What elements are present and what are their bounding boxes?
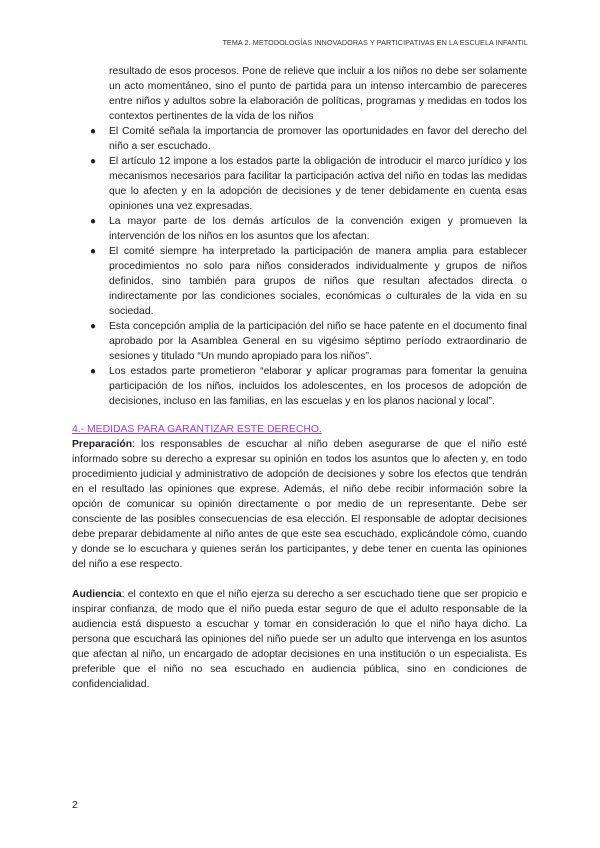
preparacion-text: : los responsables de escuchar al niño deben asegurarse de que el niño esté informado sobre su derecho a expresar su opinión en todos los asuntos que lo afecten y, en todo procedimiento judicial y administrativo de adopción de decisiones y sobre los efectos que tendrán en el resultado las opiniones que exprese. Además, el niño debe recibir información sobre la opción de comunicar su opinión directamente o por medio de un representante. Debe ser consciente de las posibles consecuencias de esa elección. El responsable de adoptar decisiones debe preparar debidamente al niño antes de que este sea escuchado, explicándole cómo, cuando y donde se lo escuchara y quienes serán los participantes, y debe tener en cuenta las opiniones del niño a ese respecto. <box>72 439 527 570</box>
page-content <box>72 64 527 692</box>
audiencia-paragraph <box>72 587 527 692</box>
list-item <box>72 214 527 244</box>
bullet-icon: ● <box>90 366 97 377</box>
page-header: TEMA 2. METODOLOGÍAS INNOVADORAS Y PARTICIPATIVAS EN LA ESCUELA INFANTIL <box>222 38 528 47</box>
bullet-icon: ● <box>90 126 97 137</box>
list-item-text: La mayor parte de los demás artículos de la convención exigen y promueven la intervención de los niños en los asuntos que los afectan. <box>109 216 527 242</box>
bullet-list <box>72 124 527 409</box>
preparacion-label: Preparación <box>72 439 133 450</box>
list-item-text: El Comité señala la importancia de promover las oportunidades en favor del derecho del niño a ser escuchado. <box>109 126 527 152</box>
list-item <box>72 124 527 154</box>
audiencia-label: Audiencia <box>72 589 122 600</box>
section-heading-link[interactable]: 4.- MEDIDAS PARA GARANTIZAR ESTE DERECHO. <box>72 424 322 435</box>
continuation-paragraph: resultado de esos procesos. Pone de relieve que incluir a los niños no debe ser solamente un acto momentáneo, sino el punto de partida para un intenso intercambio de pareceres entre niños y adultos sobre la elaboración de políticas, programas y medidas en todos los contextos pertinentes de la vida de los niños <box>109 66 527 122</box>
list-item-text: El artículo 12 impone a los estados parte la obligación de introducir el marco jurídico y los mecanismos necesarios para facilitar la participación activa del niño en todas las medidas que lo afecten y en la adopción de decisiones y de tener debidamente en cuenta esas opiniones una vez expresadas. <box>109 156 527 212</box>
list-item <box>72 364 527 409</box>
list-item <box>72 319 527 364</box>
list-item-text: El comité siempre ha interpretado la participación de manera amplia para establecer procedimientos no solo para niños considerados individualmente y grupos de niños definidos, sino también para grupos de niños que resultan afectados directa o indirectamente por las condiciones sociales, económicas o culturales de la vida en su sociedad. <box>109 246 527 317</box>
list-item <box>72 244 527 319</box>
list-item-text: Los estados parte prometieron “elaborar y aplicar programas para fomentar la genuina participación de los niños, incluidos los adolescentes, en los procesos de adopción de decisiones, incluso en las familias, en las escuelas y en los planos nacional y local”. <box>109 366 527 407</box>
bullet-icon: ● <box>90 216 97 227</box>
list-item <box>72 154 527 214</box>
bullet-icon: ● <box>90 156 97 167</box>
bullet-icon: ● <box>90 246 97 257</box>
page-number: 2 <box>72 800 78 811</box>
list-item-text: Esta concepción amplia de la participación del niño se hace patente en el documento final aprobado por la Asamblea General en su vigésimo séptimo período extraordinario de sesiones y titulado “Un mundo apropiado para los niños”. <box>109 321 527 362</box>
audiencia-text: : el contexto en que el niño ejerza su derecho a ser escuchado tiene que ser propicio e inspirar confianza, de modo que el niño pueda estar seguro de que el adulto responsable de la audiencia está dispuesto a escuchar y tomar en consideración lo que el niño haya dicho. La persona que escuchará las opiniones del niño puede ser un adulto que intervenga en los asuntos que afectan al niño, un encargado de adoptar decisiones en una institución o un especialista. Es preferible que el niño no sea escuchado en audiencia pública, sino en condiciones de confidencialidad. <box>72 589 527 690</box>
bullet-icon: ● <box>90 321 97 332</box>
preparacion-paragraph <box>72 437 527 572</box>
